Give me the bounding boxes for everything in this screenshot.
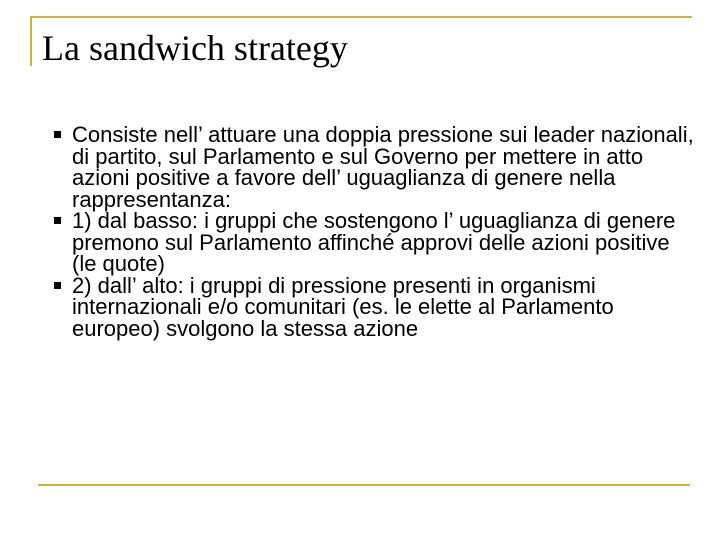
bullet-text: 2) dall’ alto: i gruppi di pressione presenti in organismi internazionali e/o comunitari (es. le elette al Parlamento europeo) svolgono la stessa azione <box>72 272 614 341</box>
slide-title: La sandwich strategy <box>42 28 348 68</box>
bullet-item <box>54 210 694 275</box>
square-bullet-icon <box>54 282 61 289</box>
bottom-rule <box>38 484 690 486</box>
left-rule <box>30 16 32 66</box>
bullet-item <box>54 124 694 210</box>
square-bullet-icon <box>54 217 61 224</box>
top-rule <box>30 16 692 18</box>
bullet-text: 1) dal basso: i gruppi che sostengono l’ uguaglianza di genere premono sul Parlamento affinché approvi delle azioni positive (le quote) <box>72 208 676 276</box>
bullet-text: Consiste nell’ attuare una doppia pressione sui leader nazionali, di partito, sul Parlamento e sul Governo per mettere in atto azioni positive a favore dell’ uguaglianza di genere nella rappresentanza: <box>72 122 694 212</box>
bullet-item <box>54 272 694 341</box>
square-bullet-icon <box>54 131 61 138</box>
bullet-list <box>54 124 694 339</box>
